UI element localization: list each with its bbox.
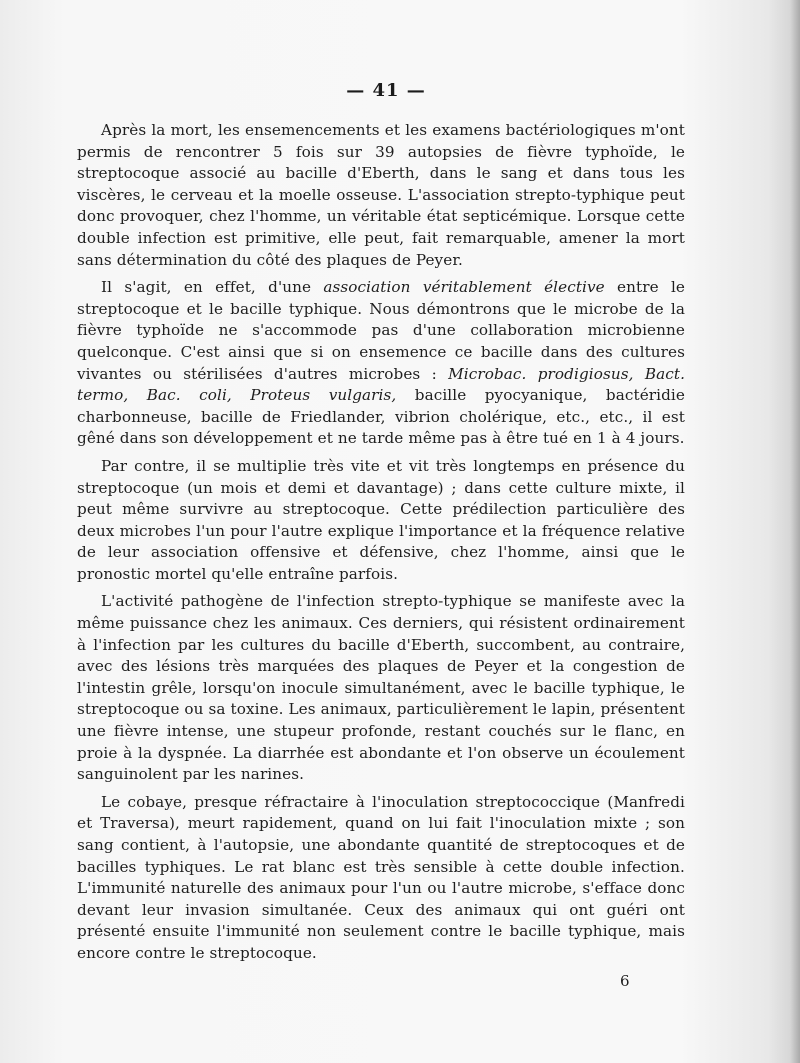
paragraph-1: Après la mort, les ensemencements et les examens bactériologiques m'ont permis de rencontrer 5 fois sur 39 autopsies de fièvre typhoïde, le streptocoque associé au bacille d'Eberth, dans le sang et dans tous les viscères, le cerveau et la moelle osseuse. L'association strepto-typhique peut donc provoquer, chez l'homme, un véritable état septicémique. Lorsque cette double infection est primitive, elle peut, fait remarquable, amener la mort sans détermination du côté des plaques de Peyer. [77, 121, 685, 269]
document-body [77, 120, 685, 971]
paragraph-5: Le cobaye, presque réfractaire à l'inoculation streptococcique (Manfredi et Traversa), meurt rapidement, quand on lui fait l'inoculation mixte ; son sang contient, à l'autopsie, une abondante quantité de streptocoques et de bacilles typhiques. Le rat blanc est très sensible à cette double infection. L'immunité naturelle des animaux pour l'un ou l'autre microbe, s'efface donc devant leur invasion simultanée. Ceux des animaux qui ont guéri ont présenté ensuite l'immunité non seulement contre le bacille typhique, mais encore contre le streptocoque. [77, 792, 685, 962]
signature-mark: 6 [620, 972, 630, 990]
page-edge-shadow [790, 0, 800, 1063]
paragraph-2 [77, 277, 685, 450]
paragraph-2-italic-phrase: association véritablement élective [323, 278, 605, 297]
paragraph-4: L'activité pathogène de l'infection strepto-typhique se manifeste avec la même puissance chez les animaux. Ces derniers, qui résistent ordinairement à l'infection par les cultures du bacille d'Eberth, succombent, au contraire, avec des lésions très marquées des plaques de Peyer et la congestion de l'intestin grêle, lorsqu'on inocule simultanément, avec le bacille typhique, le streptocoque ou sa toxine. Les animaux, particulièrement le lapin, présentent une fièvre intense, une stupeur profonde, restant couchés sur le flanc, en proie à la dyspnée. La diarrhée est abondante et l'on observe un écoulement sanguinolent par les narines. [77, 592, 685, 784]
paragraph-3: Par contre, il se multiplie très vite et vit très longtemps en présence du streptocoque (un mois et demi et davantage) ; dans cette culture mixte, il peut même survivre au streptocoque. Cette prédilection particulière des deux microbes l'un pour l'autre explique l'importance et la fréquence relative de leur association offensive et défensive, chez l'homme, ainsi que le pronostic mortel qu'elle entraîne parfois. [77, 456, 685, 583]
paragraph-2-part-1: Il s'agit, en effet, d'une [101, 278, 324, 297]
paragraph-2-part-2: entre le streptocoque et le bacille typhique. Nous démontrons que le microbe de la fièvre typhoïde ne s'accommode pas d'une collaboration microbienne quelconque. C'est ainsi que si on ensemence ce bacille dans des cultures vivantes ou stérilisées d'autres microbes : [77, 278, 685, 383]
paragraph-2-part-3: bacille pyocyanique, bactéridie charbonneuse, bacille de Friedlander, vibrion cholérique, etc., etc., il est gêné dans son développement et ne tarde même pas à être tué en 1 à 4 jours. [77, 386, 685, 448]
paragraph-2-species-list: Microbac. prodigiosus, Bact. termo, Bac. coli, Proteus vulgaris, [77, 364, 685, 405]
page-number: — 41 — [346, 80, 426, 101]
